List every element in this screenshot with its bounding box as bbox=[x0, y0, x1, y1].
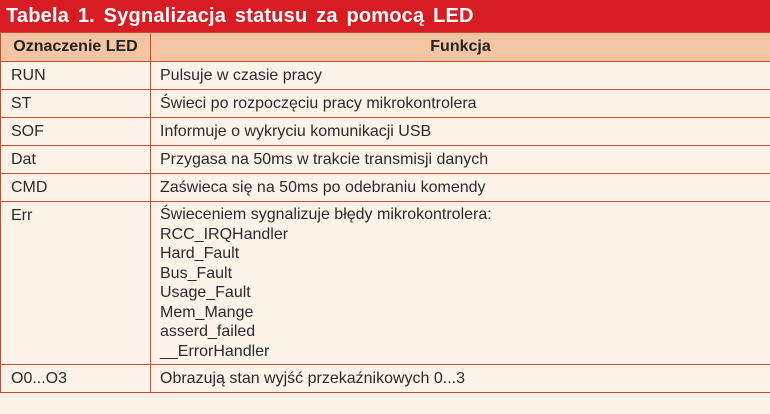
function-line: Świeci po rozpoczęciu pracy mikrokontrolera bbox=[160, 95, 477, 112]
table-caption: Tabela 1. Sygnalizacja statusu za pomocą LED bbox=[0, 0, 770, 32]
table-row bbox=[1, 202, 770, 365]
function-line: Obrazują stan wyjść przekaźnikowych 0...3 bbox=[160, 370, 466, 387]
led-cell: Dat bbox=[1, 146, 151, 174]
led-cell: RUN bbox=[1, 62, 151, 90]
table-row bbox=[1, 174, 770, 202]
header-function: Funkcja bbox=[151, 33, 770, 62]
error-handler-item: __ErrorHandler bbox=[160, 342, 270, 360]
function-line: Przygasa na 50ms w trakcie transmisji danych bbox=[160, 151, 489, 168]
function-line: Świeceniem sygnalizuje błędy mikrokontrolera: bbox=[160, 206, 492, 223]
function-line: Pulsuje w czasie pracy bbox=[160, 67, 322, 84]
table-row bbox=[1, 146, 770, 174]
table-row bbox=[1, 90, 770, 118]
header-row bbox=[1, 33, 770, 62]
error-handler-item: asserd_failed bbox=[160, 323, 256, 340]
table-body bbox=[1, 62, 770, 393]
header-led: Oznaczenie LED bbox=[1, 33, 151, 62]
error-handler-item: Hard_Fault bbox=[160, 245, 240, 262]
function-cell bbox=[151, 365, 770, 393]
led-cell: CMD bbox=[1, 174, 151, 202]
function-cell bbox=[151, 90, 770, 118]
led-cell: SOF bbox=[1, 118, 151, 146]
led-cell: O0...O3 bbox=[1, 365, 151, 393]
status-table bbox=[0, 32, 770, 393]
table-row bbox=[1, 62, 770, 90]
function-cell bbox=[151, 118, 770, 146]
error-handler-item: Bus_Fault bbox=[160, 264, 233, 282]
function-line: Zaświeca się na 50ms po odebraniu komendy bbox=[160, 179, 486, 196]
led-cell: ST bbox=[1, 90, 151, 118]
table-row bbox=[1, 365, 770, 393]
function-line: Informuje o wykryciu komunikacji USB bbox=[160, 123, 432, 140]
table-row bbox=[1, 118, 770, 146]
error-handler-item: Mem_Mange bbox=[160, 303, 254, 321]
function-cell bbox=[151, 62, 770, 90]
function-cell bbox=[151, 146, 770, 174]
led-cell: Err bbox=[1, 202, 151, 365]
error-handler-item: Usage_Fault bbox=[160, 284, 251, 301]
error-handler-item: RCC_IRQHandler bbox=[160, 225, 289, 243]
function-cell bbox=[151, 174, 770, 202]
function-cell bbox=[151, 202, 770, 365]
